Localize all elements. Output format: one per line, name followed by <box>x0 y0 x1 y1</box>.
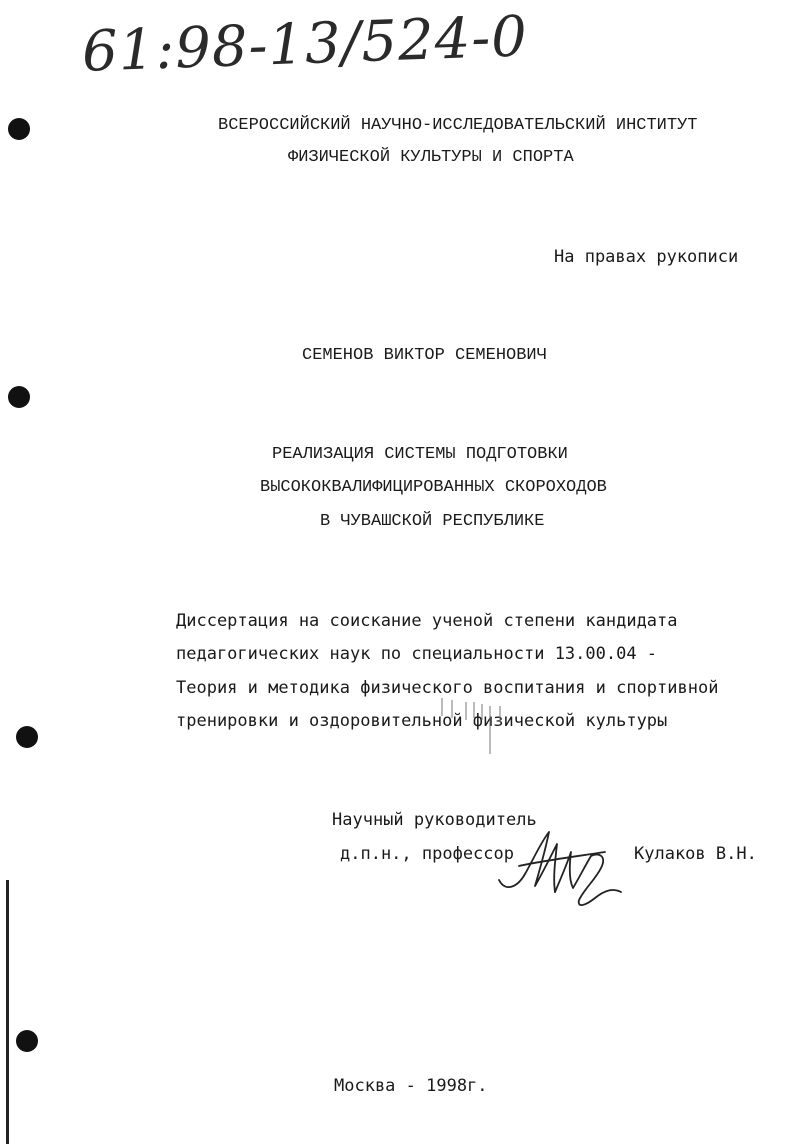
title-line-1: РЕАЛИЗАЦИЯ СИСТЕМЫ ПОДГОТОВКИ <box>272 445 568 464</box>
signature <box>495 822 625 912</box>
supervisor-degree: д.п.н., профессор <box>340 844 514 864</box>
punch-hole <box>16 726 38 748</box>
title-line-2: ВЫСОКОКВАЛИФИЦИРОВАННЫХ СКОРОХОДОВ <box>260 478 607 497</box>
dissertation-line-3: Теория и методика физического воспитания и спортивной <box>176 678 719 698</box>
supervisor-name: Кулаков В.Н. <box>634 844 757 864</box>
author-name: СЕМЕНОВ ВИКТОР СЕМЕНОВИЧ <box>302 346 547 365</box>
place-year: Москва - 1998г. <box>334 1076 488 1096</box>
institute-line-2: ФИЗИЧЕСКОЙ КУЛЬТУРЫ И СПОРТА <box>288 148 574 167</box>
institute-line-1: ВСЕРОССИЙСКИЙ НАУЧНО-ИССЛЕДОВАТЕЛЬСКИЙ ИНСТИТУТ <box>218 116 698 135</box>
punch-hole <box>16 1030 38 1052</box>
supervisor-label: Научный руководитель <box>332 810 537 830</box>
binding-edge <box>6 880 9 1144</box>
punch-hole <box>8 386 30 408</box>
punch-hole <box>8 118 30 140</box>
dissertation-line-4: тренировки и оздоровительной физической культуры <box>176 711 668 731</box>
dissertation-line-1: Диссертация на соискание ученой степени кандидата <box>176 611 678 631</box>
archive-number: 61:98-13/524-0 <box>81 4 529 85</box>
dissertation-line-2: педагогических наук по специальности 13.00.04 - <box>176 644 658 664</box>
title-line-3: В ЧУВАШСКОЙ РЕСПУБЛИКЕ <box>320 512 545 531</box>
manuscript-rights: На правах рукописи <box>554 247 739 267</box>
stamp-marks <box>430 694 520 754</box>
